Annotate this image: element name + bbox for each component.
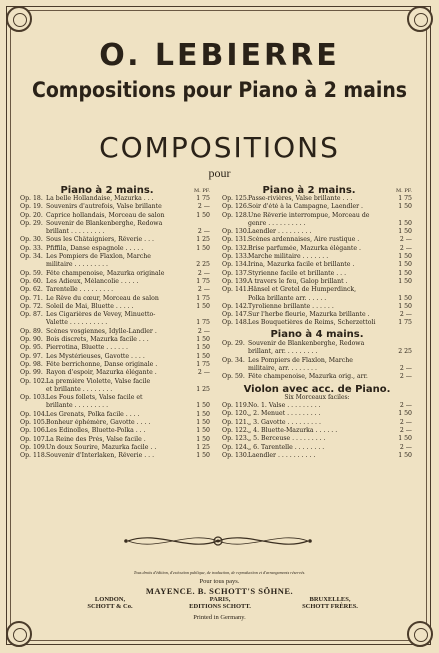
price: 1 75 <box>196 360 210 368</box>
price: 1 50 <box>196 352 210 360</box>
catalog-row <box>222 427 412 435</box>
price: 1 50 <box>196 402 210 410</box>
opus-number: Op. 87. <box>20 311 43 319</box>
work-title: Rayon d'espoir, Mazurka élégante . <box>46 369 157 377</box>
price: 1 50 <box>398 435 412 443</box>
price: 1 50 <box>398 451 412 459</box>
work-title: Fête champenoise, Mazurka orig., arr. <box>248 373 368 381</box>
catalog-row <box>20 353 210 361</box>
work-title: Les Pompiers de Flaxlon, Marche <box>46 253 151 261</box>
work-title: Tyrolienne brillante . . . . . . <box>248 302 334 310</box>
catalog-row <box>20 220 210 228</box>
right-section-title: Piano à 2 mains. <box>262 184 356 196</box>
work-title: Hänsel et Gretel de Humperdinck, <box>248 286 357 294</box>
work-title: Laendler . . . . . . . . . <box>248 228 312 236</box>
subtitle: Compositions pour Piano à 2 mains <box>31 78 408 102</box>
price <box>190 253 210 261</box>
opus-number: Op. 119. <box>222 402 249 410</box>
catalog-row <box>222 402 412 410</box>
corner-ornament-top-left <box>6 6 32 32</box>
catalog-row <box>20 452 210 460</box>
work-title: Sous les Châtaigniers, Rêverie . . . <box>46 236 154 244</box>
opus-number <box>20 228 46 236</box>
catalog-row <box>20 386 210 394</box>
work-title: „ 3. Gavotte . . . . . . . . . <box>248 418 321 426</box>
price: 1 50 <box>196 435 210 443</box>
work-title: Scènes ardennaises, Aire rustique . <box>248 236 360 244</box>
catalog-row <box>222 357 412 365</box>
price: 1 50 <box>196 344 210 352</box>
catalog-row <box>20 303 210 311</box>
catalog-row <box>222 203 412 211</box>
opus-number: Op. 142. <box>222 302 249 310</box>
catalog-row <box>222 220 412 228</box>
opus-number: Op. 72. <box>20 302 43 310</box>
price: 2 — <box>399 236 412 244</box>
work-title: Les Pompiers de Flaxlon, Marche <box>248 356 353 364</box>
violin-section-title: Violon avec acc. de Piano. <box>243 383 391 395</box>
price: 1 25 <box>196 443 210 451</box>
work-title: genre . . . . . . . . . . <box>248 219 306 227</box>
work-title: Les Grenats, Polka facile . . . . <box>46 410 140 418</box>
price <box>190 311 210 319</box>
work-title: Soir d'été à la Campagne, Laendler . <box>248 203 364 211</box>
catalog-row <box>222 365 412 373</box>
catalog-row <box>20 444 210 452</box>
work-title: No. 1. Valse . . . . . . . . . <box>248 402 321 410</box>
firm-name: SCHOTT & Co. <box>87 603 133 610</box>
left-price-header: M. PF. <box>194 187 210 194</box>
opus-number <box>20 261 46 269</box>
catalog-row <box>20 261 210 269</box>
price <box>392 212 412 220</box>
catalog-row <box>20 427 210 435</box>
opus-number: Op. 107. <box>20 435 47 443</box>
price: 2 — <box>399 418 412 426</box>
work-title: Bois discrets, Mazurka facile . . . <box>46 336 149 344</box>
left-column-header <box>20 181 210 195</box>
price <box>190 220 210 228</box>
opus-number <box>20 386 46 394</box>
price: 1 50 <box>196 244 210 252</box>
pour-label: pour <box>208 166 231 180</box>
work-title: Les Adieux, Mélancolie . . . . . <box>46 277 139 285</box>
opus-number: Op. 59. <box>222 373 245 381</box>
opus-number <box>222 220 248 228</box>
price: 2 — <box>399 443 412 451</box>
rights-notice: Tous droits d'édition, d'exécution publique, de traduction, de reproduction et d'arrangements réservés. <box>133 570 306 575</box>
catalog-row <box>20 402 210 410</box>
catalog-row <box>20 378 210 386</box>
opus-number <box>222 348 248 356</box>
opus-number: Op. 139. <box>222 277 249 285</box>
catalog-row <box>222 195 412 203</box>
opus-number: Op. 133. <box>222 253 249 261</box>
price: 1 50 <box>398 410 412 418</box>
price: 1 75 <box>196 294 210 302</box>
city-bruxelles <box>280 596 380 610</box>
opus-number: Op. 95. <box>20 344 43 352</box>
price: 2 — <box>197 203 210 211</box>
price: 2 — <box>197 369 210 377</box>
price: 2 — <box>399 427 412 435</box>
publisher-name: MAYENCE. B. SCHOTT'S SÖHNE. <box>145 586 294 596</box>
work-title: militaire, arr. . . . . . . . <box>248 364 317 372</box>
opus-number: Op. 134. <box>222 261 249 269</box>
price: 1 50 <box>398 269 412 277</box>
left-rows <box>20 195 210 461</box>
catalog-row <box>222 245 412 253</box>
opus-number: Op. 71. <box>20 294 43 302</box>
work-title: Les Bouquetières de Reims, Scherzettoli <box>248 319 376 327</box>
work-title: Fête champenoise, Mazurka originale <box>46 269 165 277</box>
publisher-cities <box>60 596 380 610</box>
work-title: Le Rêve du cœur, Morceau de salon <box>46 294 159 302</box>
opus-number <box>222 295 248 303</box>
corner-ornament-bottom-left <box>6 621 32 647</box>
opus-number: Op. 62. <box>20 286 43 294</box>
opus-number: Op. 105. <box>20 419 47 427</box>
opus-number: Op. 121. <box>222 418 249 426</box>
price <box>392 357 412 365</box>
opus-number: Op. 99. <box>20 369 43 377</box>
opus-number: Op. 123. <box>222 435 249 443</box>
price: 1 50 <box>398 302 412 310</box>
work-title: et brillante . . . . . . . . <box>46 385 113 393</box>
catalog-row <box>222 348 412 356</box>
catalog-row <box>20 228 210 236</box>
opus-number: Op. 141. <box>222 286 249 294</box>
work-title: Les Fous follets, Valse facile et <box>46 394 143 402</box>
price: 1 50 <box>398 203 412 211</box>
city-paris <box>170 596 270 610</box>
price: 2 — <box>399 373 412 381</box>
catalog-row <box>20 295 210 303</box>
price: 1 50 <box>398 219 412 227</box>
opus-number: Op. 34. <box>20 253 43 261</box>
opus-number: Op. 102. <box>20 377 47 385</box>
catalog-row <box>20 270 210 278</box>
price: 1 50 <box>398 228 412 236</box>
work-title: Polka brillante arr. . . . . . <box>248 294 327 302</box>
opus-number: Op. 60. <box>20 277 43 285</box>
catalog-row <box>20 253 210 261</box>
catalog-row <box>222 340 412 348</box>
opus-number: Op. 125. <box>222 195 249 202</box>
opus-number: Op. 18. <box>20 195 43 202</box>
right-column-header <box>222 181 412 195</box>
work-title: Marche militaire . . . . . . . <box>248 253 329 261</box>
opus-number: Op. 148. <box>222 319 249 327</box>
catalog-row <box>20 278 210 286</box>
opus-number <box>20 319 46 327</box>
work-title: Valette . . . . . . . . . . <box>46 319 108 327</box>
catalog-row <box>222 253 412 261</box>
four-hands-rows <box>222 340 412 381</box>
work-title: Pfiffila, Danse espagnole . . . . . <box>46 244 144 252</box>
opus-number: Op. 30. <box>20 236 43 244</box>
price: 2 — <box>399 311 412 319</box>
composer-name: O. LEBIERRE <box>99 38 340 73</box>
catalog-row <box>222 303 412 311</box>
price: 1 50 <box>196 410 210 418</box>
opus-number: Op. 147. <box>222 311 249 319</box>
price: 1 25 <box>196 385 210 393</box>
work-title: Passe-rivières, Valse brillante . . . <box>248 195 353 202</box>
opus-number: Op. 104. <box>20 410 47 418</box>
catalog-row <box>222 311 412 319</box>
opus-number: Op. 109. <box>20 443 47 451</box>
price: 2 — <box>197 228 210 236</box>
price: 1 50 <box>398 294 412 302</box>
city-name: PARIS, <box>209 596 231 603</box>
opus-number: Op. 34. <box>222 356 245 364</box>
price: 1 75 <box>196 319 210 327</box>
catalog-row <box>222 270 412 278</box>
price: 1 50 <box>196 427 210 435</box>
work-title: militaire . . . . . . . . . <box>46 261 108 269</box>
price: 1 25 <box>196 236 210 244</box>
work-title: brillant . . . . . . . . . <box>46 228 105 236</box>
catalog-row <box>20 369 210 377</box>
price: 1 75 <box>398 195 412 202</box>
catalog-row <box>20 328 210 336</box>
firm-name: SCHOTT FRÈRES. <box>302 603 358 610</box>
opus-number: Op. 118. <box>20 452 47 460</box>
city-name: LONDON, <box>94 596 126 603</box>
work-title: Bonheur éphémère, Gavotte . . . . <box>46 419 151 427</box>
catalog-row <box>20 286 210 294</box>
price <box>190 378 210 386</box>
work-title: Les Cigarières de Vevey, Minuetto- <box>46 311 156 319</box>
catalog-row <box>20 411 210 419</box>
work-title: Caprice hollandais, Morceau de salon <box>46 211 165 219</box>
catalog-row <box>20 311 210 319</box>
price: 1 75 <box>398 319 412 327</box>
opus-number: Op. 33. <box>20 244 43 252</box>
catalog-row <box>222 444 412 452</box>
opus-number: Op. 122. <box>222 427 249 435</box>
work-title: „ 2. Menuet . . . . . . . . . <box>248 410 321 418</box>
opus-number: Op. 131. <box>222 236 249 244</box>
price: 2 — <box>399 402 412 410</box>
work-title: Un doux Sourire, Mazurka facile . . <box>46 443 157 451</box>
work-title: Sur l'herbe fleurie, Mazurka brillante . <box>248 311 370 319</box>
catalog-row <box>20 195 210 203</box>
right-price-header: M. PF. <box>396 187 412 194</box>
price: 1 50 <box>398 253 412 261</box>
catalog-row <box>222 452 412 460</box>
catalog-row <box>20 344 210 352</box>
right-catalog-column <box>222 181 412 460</box>
violin-section-subtitle: Six Morceaux faciles: <box>284 393 350 401</box>
work-title: Brise parfumée, Mazurka élégante . <box>248 244 361 252</box>
price: 1 75 <box>196 195 210 202</box>
opus-number: Op. 103. <box>20 394 47 402</box>
catalog-row <box>222 278 412 286</box>
catalog-row <box>222 286 412 294</box>
price: 1 50 <box>398 261 412 269</box>
work-title: Souvenir de Blankenberghe, Redowa <box>248 340 365 348</box>
work-title: brillante . . . . . . . . . <box>46 402 109 410</box>
opus-number: Op. 29. <box>222 340 245 348</box>
city-name: BRUXELLES, <box>309 596 351 603</box>
opus-number: Op. 137. <box>222 269 249 277</box>
opus-number <box>20 402 46 410</box>
opus-number: Op. 20. <box>20 211 43 219</box>
price: 2 — <box>399 244 412 252</box>
opus-number: Op. 97. <box>20 352 43 360</box>
price: 2 25 <box>398 348 412 356</box>
price: 1 75 <box>196 277 210 285</box>
price: 2 — <box>399 364 412 372</box>
work-title: „ 5. Berceuse . . . . . . . . . <box>248 435 326 443</box>
work-title: A travers le feu, Galop brillant . <box>248 277 348 285</box>
work-title: Tarentelle . . . . . . . . . <box>46 286 114 294</box>
work-title: Pierrotina, Bluette . . . . . . <box>46 344 128 352</box>
work-title: Une Rêverie interrompue, Morceau de <box>248 211 370 219</box>
catalog-row <box>20 419 210 427</box>
work-title: Styrienne facile et brillante . . . <box>248 269 347 277</box>
catalog-row <box>20 436 210 444</box>
work-title: Souvenirs d'autrefois, Valse brillante <box>46 203 162 211</box>
opus-number: Op. 19. <box>20 203 43 211</box>
work-title: La belle Hollandaise, Mazurka . . . <box>46 195 154 202</box>
corner-ornament-bottom-right <box>407 621 433 647</box>
catalog-row <box>20 361 210 369</box>
catalog-row <box>222 319 412 327</box>
opus-number: Op. 132. <box>222 244 249 252</box>
opus-number: Op. 89. <box>20 327 43 335</box>
work-title: Fête berrichonne, Danse originale . <box>46 360 158 368</box>
opus-number <box>222 365 248 373</box>
opus-number: Op. 126. <box>222 203 249 211</box>
catalog-row <box>20 212 210 220</box>
work-title: Souvenir d'Interlaken, Rêverie . . . <box>46 452 155 460</box>
work-title: La Reine des Prés, Valse facile . <box>46 435 146 443</box>
price <box>392 340 412 348</box>
compositions-heading: COMPOSITIONS <box>99 131 340 164</box>
work-title: Scènes vosgiennes, Idylle-Landler . <box>46 327 157 335</box>
opus-number: Op. 120. <box>222 410 249 418</box>
work-title: Les Edinolles, Bluette-Polka . . . <box>46 427 146 435</box>
opus-number: Op. 98. <box>20 360 43 368</box>
price: 1 50 <box>196 452 210 460</box>
work-title: Irina, Mazurka facile et brillante . <box>248 261 355 269</box>
work-title: Les Mystérieuses, Gavotte . . . . <box>46 352 145 360</box>
price: 2 — <box>197 286 210 294</box>
price: 2 25 <box>196 261 210 269</box>
opus-number: Op. 29. <box>20 219 43 227</box>
work-title: „ 4. Bluette-Mazurka . . . . . . <box>248 427 338 435</box>
opus-number: Op. 59. <box>20 269 43 277</box>
work-title: La première Violette, Valse facile <box>46 377 151 385</box>
catalog-row <box>20 336 210 344</box>
corner-ornament-top-right <box>407 6 433 32</box>
opus-number: Op. 128. <box>222 211 249 219</box>
price: 1 50 <box>196 211 210 219</box>
catalog-row <box>222 295 412 303</box>
opus-number: Op. 130. <box>222 228 249 236</box>
work-title: „ 6. Tarentelle . . . . . . . . <box>248 443 325 451</box>
catalog-row <box>20 245 210 253</box>
right-rows <box>222 195 412 328</box>
city-london <box>60 596 160 610</box>
price: 2 — <box>197 269 210 277</box>
catalog-row <box>222 419 412 427</box>
opus-number: Op. 90. <box>20 336 43 344</box>
firm-name: EDITIONS SCHOTT. <box>189 603 251 610</box>
decorative-flourish <box>118 528 318 554</box>
work-title: Laendler . . . . . . . . . . <box>248 451 316 459</box>
catalog-row <box>222 236 412 244</box>
opus-number: Op. 130. <box>222 451 249 459</box>
catalog-row <box>222 410 412 418</box>
catalog-row <box>222 373 412 381</box>
price: 2 — <box>197 327 210 335</box>
price: 1 50 <box>398 277 412 285</box>
catalog-row <box>222 212 412 220</box>
pour-tous-pays: Pour tous pays. <box>199 578 240 585</box>
catalog-row <box>222 435 412 443</box>
catalog-row <box>20 319 210 327</box>
catalog-row <box>222 261 412 269</box>
catalog-row <box>20 236 210 244</box>
left-catalog-column <box>20 181 210 461</box>
price: 1 50 <box>196 302 210 310</box>
price <box>190 394 210 402</box>
work-title: Souvenir de Blankenberghe, Redowa <box>46 219 163 227</box>
four-hands-section-title: Piano à 4 mains. <box>270 328 364 340</box>
catalog-row <box>222 228 412 236</box>
left-section-title: Piano à 2 mains. <box>60 184 154 196</box>
printed-in: Printed in Germany. <box>193 614 246 621</box>
price <box>392 286 412 294</box>
price: 1 50 <box>196 336 210 344</box>
opus-number: Op. 106. <box>20 427 47 435</box>
catalog-row <box>20 394 210 402</box>
work-title: Soleil de Mai, Bluette . . . . . <box>46 302 134 310</box>
price: 1 50 <box>196 419 210 427</box>
catalog-row <box>20 203 210 211</box>
violin-rows <box>222 402 412 460</box>
opus-number: Op. 124. <box>222 443 249 451</box>
work-title: brillant, arr. . . . . . . . . <box>248 348 318 356</box>
